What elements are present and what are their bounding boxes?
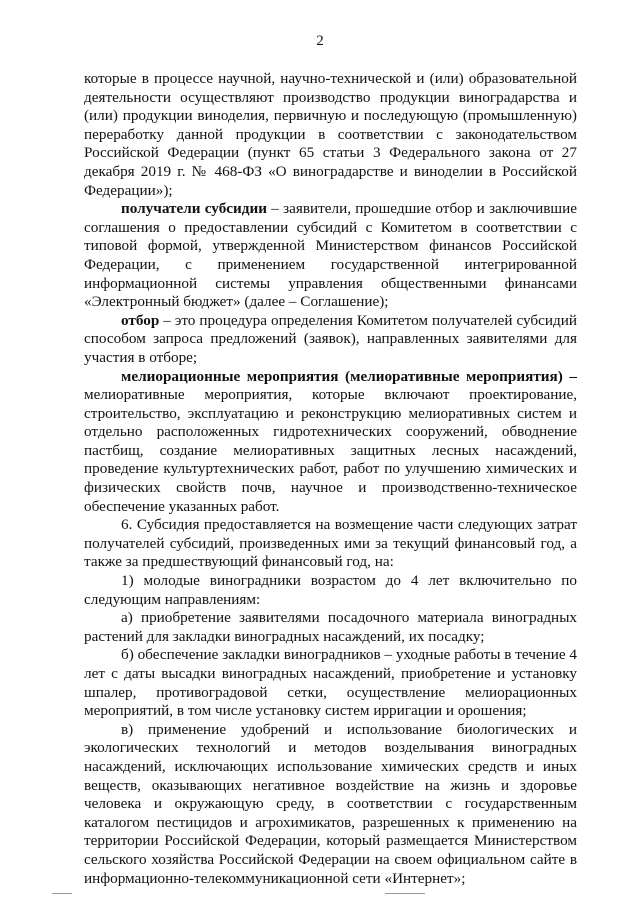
definition-text: мелиоративные мероприятия, которые включают проектирование, строительство, эксплуатацию и реконструкцию мелиоративных систем и отдельно расположенных гидротехнических сооружений, обводнение пастбищ, создание мелиоративных защитных лесных насаждений, проведение культуртехнических работ, работ по улучшению химических и физических свойств почв, научное и производственно-техническое обеспечение указанных работ. xyxy=(84,386,577,515)
clause-6 xyxy=(84,516,577,572)
definition-text: – заявители, прошедшие отбор и заключившие соглашения о предоставлении субсидий с Комитетом в соответствии с типовой формой, утвержденной Министерством финансов Российской Федерации, с применением государственной интегрированной информационной системы управления общественными финансами «Электронный бюджет» (далее – Соглашение); xyxy=(84,200,577,311)
term-selection: отбор xyxy=(121,311,160,329)
definition-text: – это процедура определения Комитетом получателей субсидий способом запроса предложений (заявок), направленных заявителями для участия в отборе; xyxy=(84,311,577,366)
definition-recipients xyxy=(84,200,577,312)
page-number: 2 xyxy=(316,33,324,49)
scan-artifact xyxy=(52,893,72,894)
clause-6-item-1a xyxy=(84,609,577,646)
paragraph-text: 6. Субсидия предоставляется на возмещение части следующих затрат получателей субсидий, произведенных ими за текущий финансовый год, а также за предшествующий финансовый год, на: xyxy=(84,516,577,571)
scan-artifact xyxy=(385,893,425,894)
paragraph-text: б) обеспечение закладки виноградников – уходные работы в течение 4 лет с даты высадки виноградных насаждений, приобретение и установку шпалер, противоградовой сетки, осуществление мелиорационных мероприятий, в том числе установку систем ирригации и орошения; xyxy=(84,646,578,720)
term-melioration: мелиорационные мероприятия (мелиоративные мероприятия) – xyxy=(121,367,577,385)
clause-6-item-1c xyxy=(84,721,577,888)
paragraph-continuation xyxy=(84,70,577,200)
definition-selection xyxy=(84,312,577,368)
clause-6-item-1b xyxy=(84,646,577,720)
paragraph-text: в) применение удобрений и использование биологических и экологических технологий и методов возделывания виноградных насаждений, исключающих использование химических средств и иных веществ, оказывающих негативное воздействие на жизнь и здоровье человека и окружающую среду, в соответствии с государственным каталогом пестицидов и агрохимикатов, разрешенных к применению на территории Российской Федерации, который размещается Министерством сельского хозяйства Российской Федерации на своем официальном сайте в информационно-телекоммуникационной сети «Интернет»; xyxy=(84,720,577,887)
paragraph-text: 1) молодые виноградники возрастом до 4 лет включительно по следующим направлениям: xyxy=(84,572,577,608)
paragraph-text: а) приобретение заявителями посадочного материала виноградных растений для закладки виноградных насаждений, их посадку; xyxy=(84,609,577,645)
document-body xyxy=(84,70,577,888)
definition-melioration xyxy=(84,368,577,517)
clause-6-item-1 xyxy=(84,572,577,609)
term-recipients: получатели субсидии xyxy=(121,200,267,218)
paragraph-text: которые в процессе научной, научно-технической и (или) образовательной деятельности осуществляют производство продукции виноградарства и (или) продукции виноделия, первичную и последующую (промышленную) переработку данной продукции в соответствии с законодательством Российской Федерации (пункт 65 статьи 3 Федерального закона от 27 декабря 2019 г. № 468-ФЗ «О виноградарстве и виноделии в Российской Федерации»); xyxy=(84,70,577,199)
